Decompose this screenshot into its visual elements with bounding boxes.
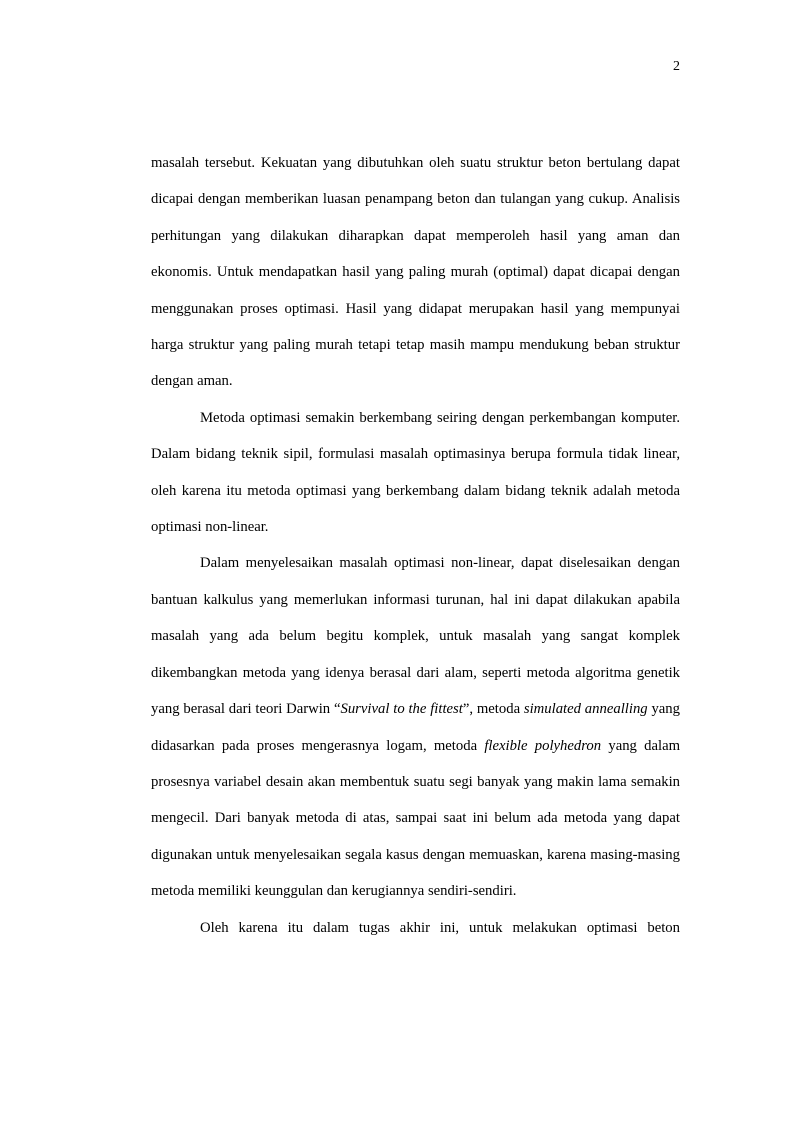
paragraph-4: Oleh karena itu dalam tugas akhir ini, untuk melakukan optimasi beton	[200, 919, 680, 936]
paragraph-3-text-c: yang didasarkan pada proses mengerasnya logam, metoda	[151, 701, 680, 754]
paragraph-1: masalah tersebut. Kekuatan yang dibutuhkan oleh suatu struktur beton bertulang dapat dicapai dengan memberikan luasan penampang beton dan tulangan yang cukup. Analisis perhitungan yang dilakukan diharapkan dapat memperoleh hasil yang aman dan ekonomis. Untuk mendapatkan hasil yang paling murah (optimal) dapat dicapai dengan menggunakan proses optimasi. Hasil yang didapat merupakan hasil yang mempunyai harga struktur yang paling murah tetapi tetap masih mampu mendukung beban struktur dengan aman.	[151, 155, 680, 390]
italic-term-flexible-polyhedron: flexible polyhedron	[484, 737, 602, 754]
body-text	[151, 145, 680, 946]
page-number: 2	[673, 59, 680, 74]
paragraph-2: Metoda optimasi semakin berkembang seiring dengan perkembangan komputer. Dalam bidang teknik sipil, formulasi masalah optimasinya berupa formula tidak linear, oleh karena itu metoda optimasi yang berkembang dalam bidang teknik adalah metoda optimasi non-linear.	[151, 409, 680, 536]
paragraph-3-text-d: yang dalam prosesnya variabel desain akan membentuk suatu segi banyak yang makin lama semakin mengecil. Dari banyak metoda di atas, sampai saat ini belum ada metoda yang dapat digunakan untuk menyelesaikan segala kasus dengan memuaskan, karena masing-masing metoda memiliki keunggulan dan kerugiannya sendiri-sendiri.	[151, 737, 681, 900]
paragraph-3-text-b: ”, metoda	[462, 701, 524, 718]
paragraph-3	[151, 545, 680, 909]
italic-term-simulated-annealling: simulated annealling	[523, 701, 648, 718]
paragraph-3-text-a: Dalam menyelesaikan masalah optimasi non-linear, dapat diselesaikan dengan bantuan kalkulus yang memerlukan informasi turunan, hal ini dapat dilakukan apabila masalah yang ada belum begitu komplek, untuk masalah yang sangat komplek dikembangkan metoda yang idenya berasal dari alam, seperti metoda algoritma genetik yang berasal dari teori Darwin “	[151, 555, 680, 718]
italic-term-survival: Survival to the fittest	[340, 701, 463, 718]
